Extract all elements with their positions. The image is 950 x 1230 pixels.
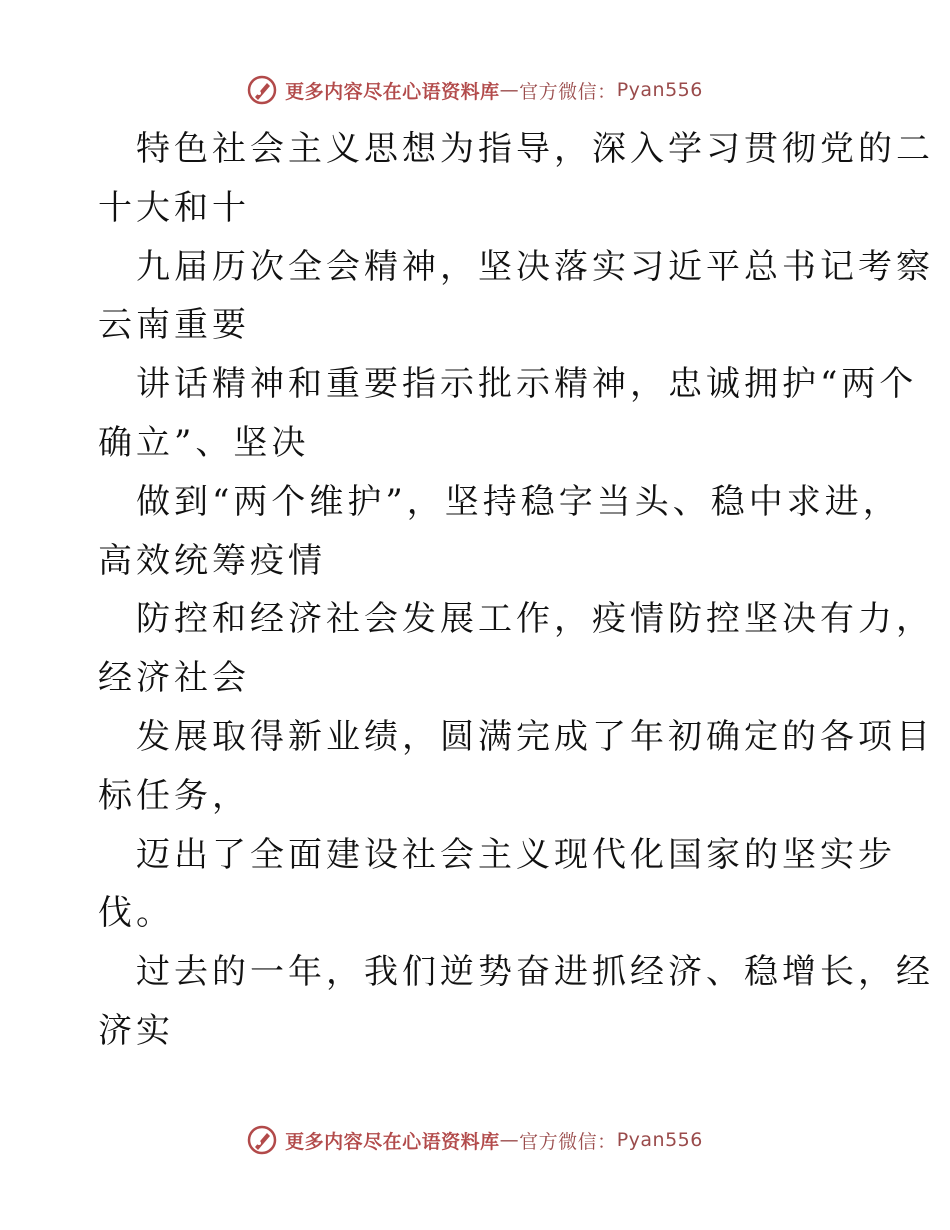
- body-line: 标任务，: [98, 775, 250, 816]
- document-body: [98, 120, 934, 1061]
- body-line: 高效统筹疫情: [98, 540, 326, 581]
- body-line: 确立”、坚决: [98, 422, 310, 463]
- footer-wechat-label: 官方微信：: [519, 1130, 617, 1153]
- body-line: 做到“两个维护”，坚持稳字当头、稳中求进，: [136, 481, 901, 522]
- pen-nib-logo-icon: [247, 75, 277, 105]
- header-separator: —: [499, 79, 520, 101]
- body-line: 讲话精神和重要指示批示精神，忠诚拥护“两个: [136, 364, 918, 405]
- body-line: 防控和经济社会发展工作，疫情防控坚决有力，: [136, 599, 934, 640]
- body-line: 过去的一年，我们逆势奋进抓经济、稳增长，经: [136, 952, 934, 993]
- header-watermark: [0, 70, 950, 110]
- pen-nib-logo-icon: [247, 1125, 277, 1155]
- body-line: 迈出了全面建设社会主义现代化国家的坚实步: [136, 834, 896, 875]
- body-line: 发展取得新业绩，圆满完成了年初确定的各项目: [136, 716, 934, 757]
- header-wechat-id: Pyan556: [616, 79, 703, 101]
- body-line: 经济社会: [98, 658, 250, 699]
- body-line: 九届历次全会精神，坚决落实习近平总书记考察: [136, 246, 934, 287]
- body-line: 云南重要: [98, 305, 250, 346]
- header-brand-text: 更多内容尽在心语资料库: [285, 80, 500, 103]
- footer-brand-text: 更多内容尽在心语资料库: [285, 1130, 500, 1153]
- body-line: 伐。: [98, 893, 174, 934]
- header-wechat-label: 官方微信：: [519, 80, 617, 103]
- body-line: 特色社会主义思想为指导，深入学习贯彻党的二: [136, 129, 934, 169]
- footer-wechat-id: Pyan556: [616, 1129, 703, 1151]
- footer-watermark: [0, 1120, 950, 1160]
- body-line: 十大和十: [98, 187, 250, 228]
- body-line: 济实: [98, 1010, 174, 1051]
- footer-separator: —: [499, 1129, 520, 1151]
